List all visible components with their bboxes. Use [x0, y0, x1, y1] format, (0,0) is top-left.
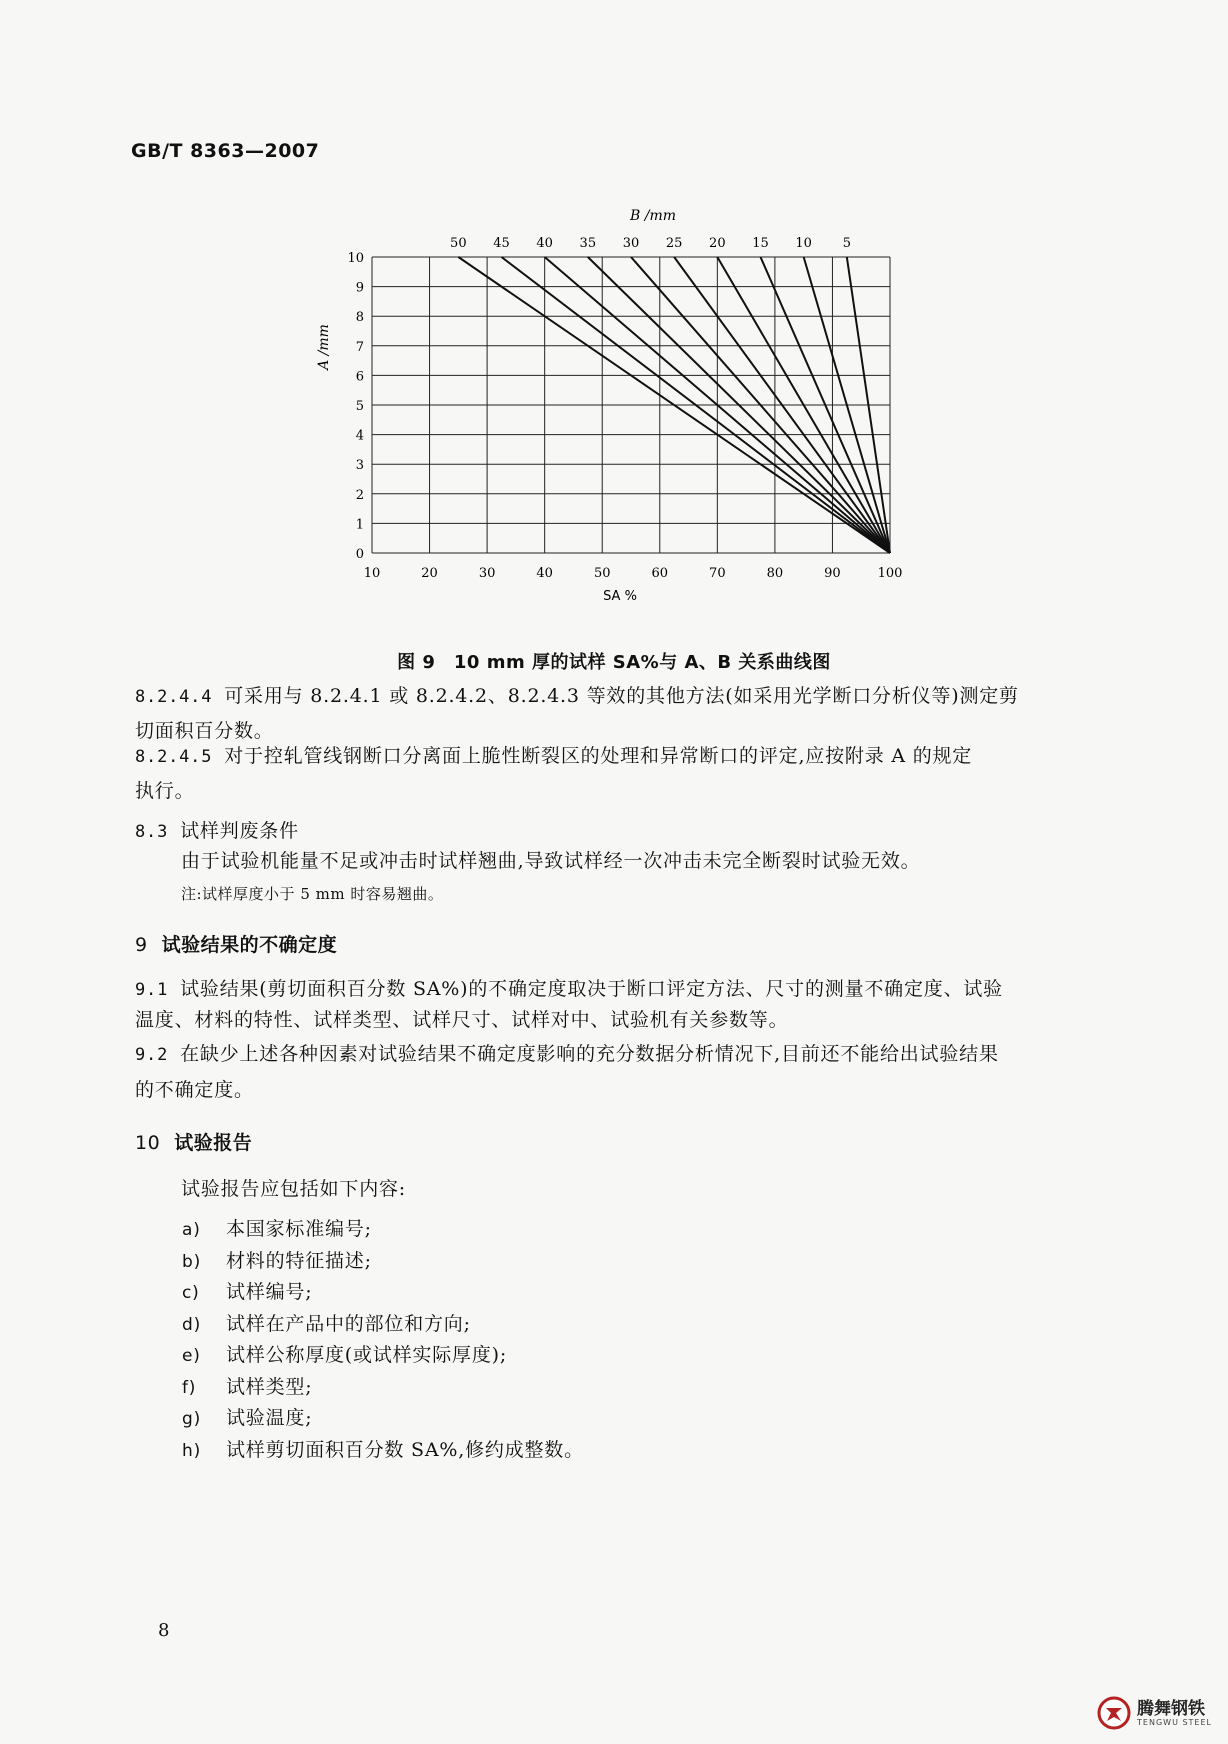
series-label: 50: [450, 236, 467, 251]
series-label: 25: [665, 236, 683, 251]
series-label: 45: [493, 236, 510, 251]
clause-9-1-cont: 温度、材料的特性、试样类型、试样尺寸、试样对中、试验机有关参数等。: [135, 1009, 789, 1031]
y-tick-label: 5: [355, 399, 364, 414]
y-tick-label: 7: [355, 339, 364, 355]
x-tick-label: 20: [421, 566, 438, 581]
y-tick-label: 0: [355, 547, 364, 562]
report-item-marker: a): [182, 1220, 201, 1240]
report-item-text: 试样编号;: [226, 1281, 313, 1303]
report-item-text: 试验温度;: [226, 1407, 313, 1429]
y-axis-label: A /mm: [316, 324, 332, 370]
y-tick-label: 1: [355, 517, 364, 533]
series-label: 5: [842, 236, 851, 251]
section-9-heading: [135, 930, 337, 957]
report-item-marker: b): [182, 1251, 202, 1272]
report-item: [182, 1435, 584, 1462]
report-item-text: 试样剪切面积百分数 SA%,修约成整数。: [226, 1438, 584, 1461]
clause-number: 9.1: [135, 980, 169, 1000]
chart-grid: [372, 257, 890, 553]
report-item-text: 本国家标准编号;: [226, 1218, 372, 1240]
clause-9-2: [135, 1040, 1095, 1069]
report-item: [182, 1214, 372, 1241]
x-axis-label: SA %: [603, 589, 637, 604]
y-tick-labels: [347, 251, 364, 562]
report-item-marker: f): [182, 1377, 197, 1398]
y-tick-label: 3: [355, 458, 364, 474]
clause-8-3-note: 注:试样厚度小于 5 mm 时容易翘曲。: [181, 885, 444, 903]
series-label: 10: [795, 236, 812, 251]
x-tick-label: 70: [709, 566, 726, 581]
report-item: [182, 1277, 312, 1304]
series-label: 35: [579, 236, 597, 251]
series-label: 30: [622, 236, 640, 251]
x-tick-labels: [364, 566, 903, 581]
report-item: [182, 1309, 471, 1336]
series-label: 15: [752, 236, 769, 251]
report-intro: 试验报告应包括如下内容:: [181, 1178, 407, 1200]
report-item: [182, 1372, 312, 1399]
report-item: [182, 1340, 507, 1367]
y-tick-label: 6: [355, 369, 364, 385]
clause-title: 试样判废条件: [180, 820, 299, 842]
report-item-marker: d): [182, 1314, 202, 1335]
y-tick-label: 2: [355, 487, 364, 503]
sa-relation-chart: [300, 195, 920, 615]
report-item-marker: e): [182, 1346, 201, 1366]
clause-text: 可采用与 8.2.4.1 或 8.2.4.2、8.2.4.3 等效的其他方法(如采用光学断口分析仪等)测定剪: [224, 685, 1019, 707]
clause-8-2-4-4: [135, 682, 1095, 711]
clause-8-2-4-4-cont: 切面积百分数。: [135, 720, 274, 742]
clause-8-3-text: 由于试验机能量不足或冲击时试样翘曲,导致试样经一次冲击未完全断裂时试验无效。: [181, 850, 921, 872]
y-tick-label: 9: [355, 280, 364, 296]
section-10-heading: [135, 1128, 252, 1155]
x-tick-label: 80: [766, 566, 784, 581]
x-tick-label: 40: [536, 566, 553, 581]
clause-text: 在缺少上述各种因素对试验结果不确定度影响的充分数据分析情况下,目前还不能给出试验结果: [180, 1043, 999, 1065]
x-tick-label: 100: [877, 566, 903, 581]
y-tick-label: 8: [355, 310, 364, 326]
clause-number: 8.3: [135, 822, 169, 842]
report-item: [182, 1403, 312, 1430]
series-label: 40: [536, 236, 553, 251]
clause-8-2-4-5: [135, 742, 1095, 771]
clause-number: 8.2.4.4: [135, 687, 213, 707]
series-labels: [450, 236, 851, 251]
x-tick-label: 10: [363, 566, 381, 581]
report-item-text: 试样公称厚度(或试样实际厚度);: [226, 1344, 508, 1366]
clause-number: 8.2.4.5: [135, 747, 213, 767]
clause-number: 9.2: [135, 1045, 169, 1065]
clause-9-1: [135, 975, 1095, 1004]
report-item-text: 试样在产品中的部位和方向;: [226, 1312, 471, 1335]
report-item-marker: h): [182, 1440, 202, 1461]
x-tick-label: 90: [824, 566, 841, 581]
section-title: 试验结果的不确定度: [161, 934, 338, 956]
report-item-text: 材料的特征描述;: [226, 1249, 372, 1272]
section-number: 9: [135, 934, 148, 956]
clause-text: 试验结果(剪切面积百分数 SA%)的不确定度取决于断口评定方法、尺寸的测量不确定度、试验: [180, 978, 1003, 1000]
logo-text: 腾舞钢铁: [1137, 1698, 1206, 1719]
clause-9-2-cont: 的不确定度。: [135, 1079, 254, 1101]
clause-8-2-4-5-cont: 执行。: [135, 780, 195, 802]
report-item-marker: g): [182, 1409, 202, 1429]
standard-number: GB/T 8363—2007: [131, 140, 320, 162]
report-item: [182, 1246, 372, 1273]
brand-logo: [1097, 1696, 1212, 1730]
report-item-marker: c): [182, 1283, 200, 1303]
clause-8-3: [135, 817, 1095, 846]
x-tick-label: 50: [593, 566, 611, 581]
logo-subtext: TENGWU STEEL: [1137, 1717, 1212, 1727]
y-tick-label: 4: [355, 428, 364, 444]
page-number: 8: [158, 1620, 170, 1641]
clause-text: 对于控轧管线钢断口分离面上脆性断裂区的处理和异常断口的评定,应按附录 A 的规定: [224, 745, 973, 767]
section-number: 10: [135, 1132, 161, 1154]
figure-caption: 图 9 10 mm 厚的试样 SA%与 A、B 关系曲线图: [397, 652, 831, 673]
section-title: 试验报告: [174, 1132, 253, 1154]
report-item-text: 试样类型;: [226, 1375, 313, 1398]
x-tick-label: 30: [478, 566, 496, 581]
x-tick-label: 60: [651, 566, 669, 581]
series-label: 20: [709, 236, 726, 251]
top-axis-label: B /mm: [630, 208, 677, 224]
y-tick-label: 10: [347, 251, 364, 266]
tengwu-logo-icon: [1097, 1696, 1131, 1730]
